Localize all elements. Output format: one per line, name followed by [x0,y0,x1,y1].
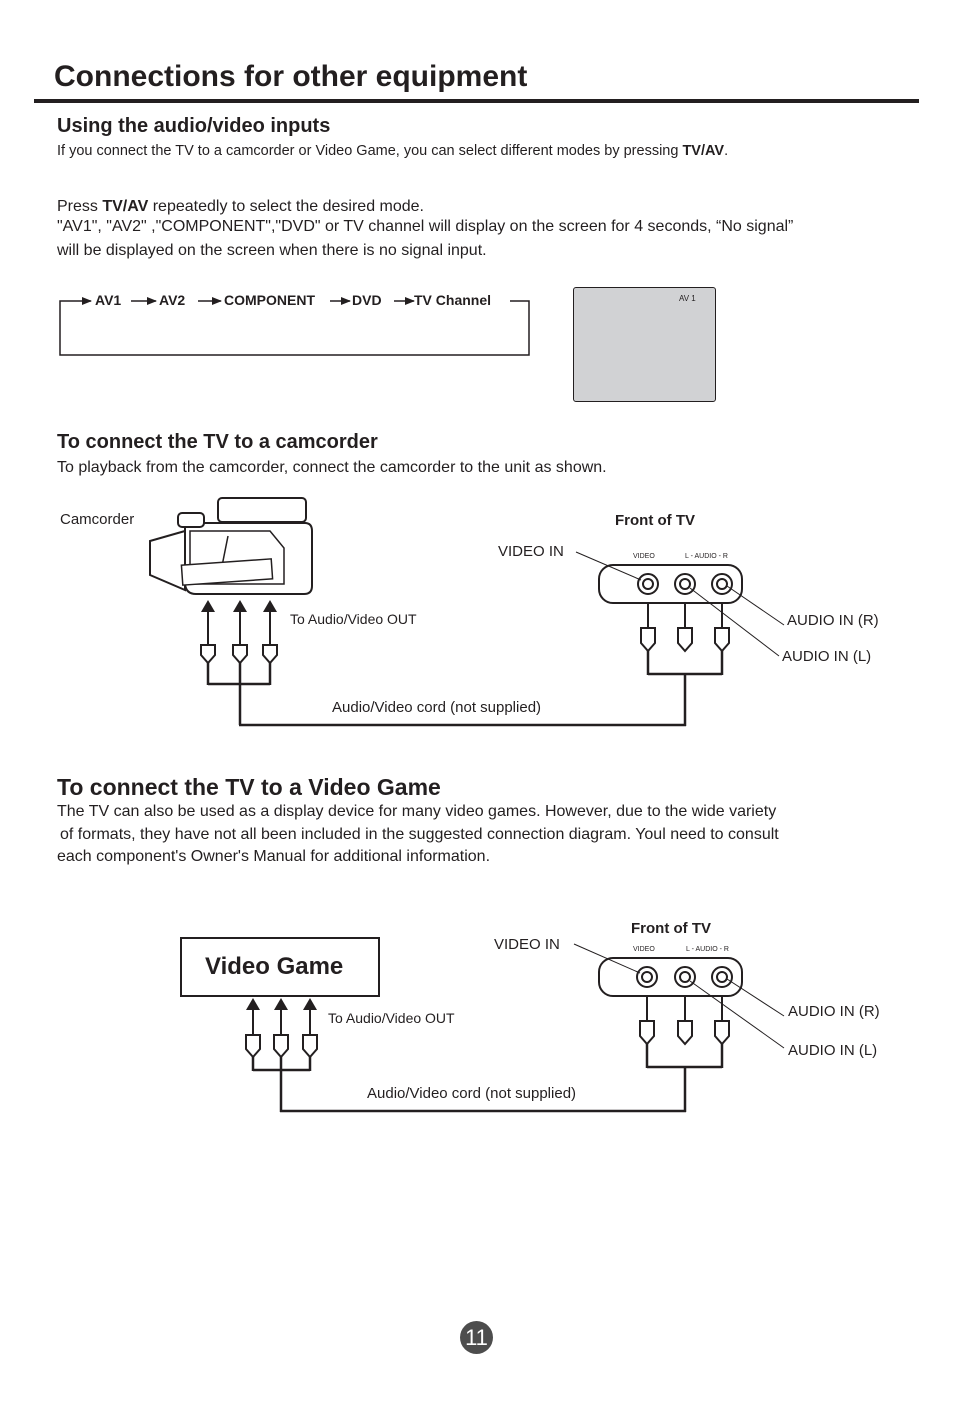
camcorder-video-in: VIDEO IN [498,543,564,560]
videogame-line-1: The TV can also be used as a display device for many video games. However, due to the wide variety [57,803,777,820]
page-number: 11 [460,1321,493,1354]
videogame-video-in: VIDEO IN [494,936,560,953]
camcorder-cord-label: Audio/Video cord (not supplied) [332,699,542,716]
display-line-1: "AV1", "AV2" ,"COMPONENT","DVD" or TV channel will display on the screen for 4 seconds, “No signal” [57,218,794,235]
videogame-cord-label: Audio/Video cord (not supplied) [367,1085,577,1102]
videogame-line-3: each component's Owner's Manual for additional information. [57,848,491,865]
camcorder-plugs [208,650,722,726]
videogame-tv-panel [599,958,742,996]
camcorder-drawing [150,498,312,594]
camcorder-plug-heads [201,628,729,663]
videogame-audio-in-r: AUDIO IN (R) [788,1003,880,1020]
videogame-audio-in-l: AUDIO IN (L) [788,1042,878,1059]
videogame-panel-video: VIDEO [633,946,655,953]
av-inputs-heading: Using the audio/video inputs [57,115,331,137]
videogame-line-2: of formats, they have not all been included in the suggested connection diagram. Youl need to consult [60,826,779,843]
page-title: Connections for other equipment [54,60,528,93]
camcorder-front-label: Front of TV [615,512,695,529]
camcorder-panel-video: VIDEO [633,553,655,560]
videogame-front-label: Front of TV [631,920,711,937]
intro-text: If you connect the TV to a camcorder or Video Game, you can select different modes by pressing [57,143,683,159]
seq-dvd: DVD [352,292,382,308]
seq-tv-channel: TV Channel [414,292,492,308]
camcorder-heading: To connect the TV to a camcorder [57,431,378,453]
camcorder-audio-in-l: AUDIO IN (L) [782,648,872,665]
seq-component: COMPONENT [224,292,315,308]
press-key: TV/AV [102,198,149,215]
camcorder-panel-audio: L - AUDIO - R [685,553,728,560]
mode-sequence-loop [60,301,529,355]
seq-av2: AV2 [159,292,186,308]
camcorder-audio-in-r: AUDIO IN (R) [787,612,879,629]
press-pre: Press [57,198,103,215]
videogame-label: Video Game [205,953,344,980]
videogame-heading: To connect the TV to a Video Game [57,774,441,800]
videogame-plugs [253,1043,722,1112]
camcorder-label: Camcorder [60,511,135,528]
videogame-panel-audio: L - AUDIO - R [686,946,729,953]
press-post: repeatedly to select the desired mode. [148,198,424,215]
camcorder-out-label: To Audio/Video OUT [290,611,417,627]
seq-av1: AV1 [95,292,122,308]
screen-mode-label: AV 1 [679,294,696,303]
display-line-2: will be displayed on the screen when there is no signal input. [57,242,487,259]
camcorder-text: To playback from the camcorder, connect the camcorder to the unit as shown. [57,459,607,476]
intro-key: TV/AV [682,143,725,159]
intro-end: . [724,143,729,159]
videogame-out-label: To Audio/Video OUT [328,1010,455,1026]
videogame-plug-heads [246,1021,729,1057]
